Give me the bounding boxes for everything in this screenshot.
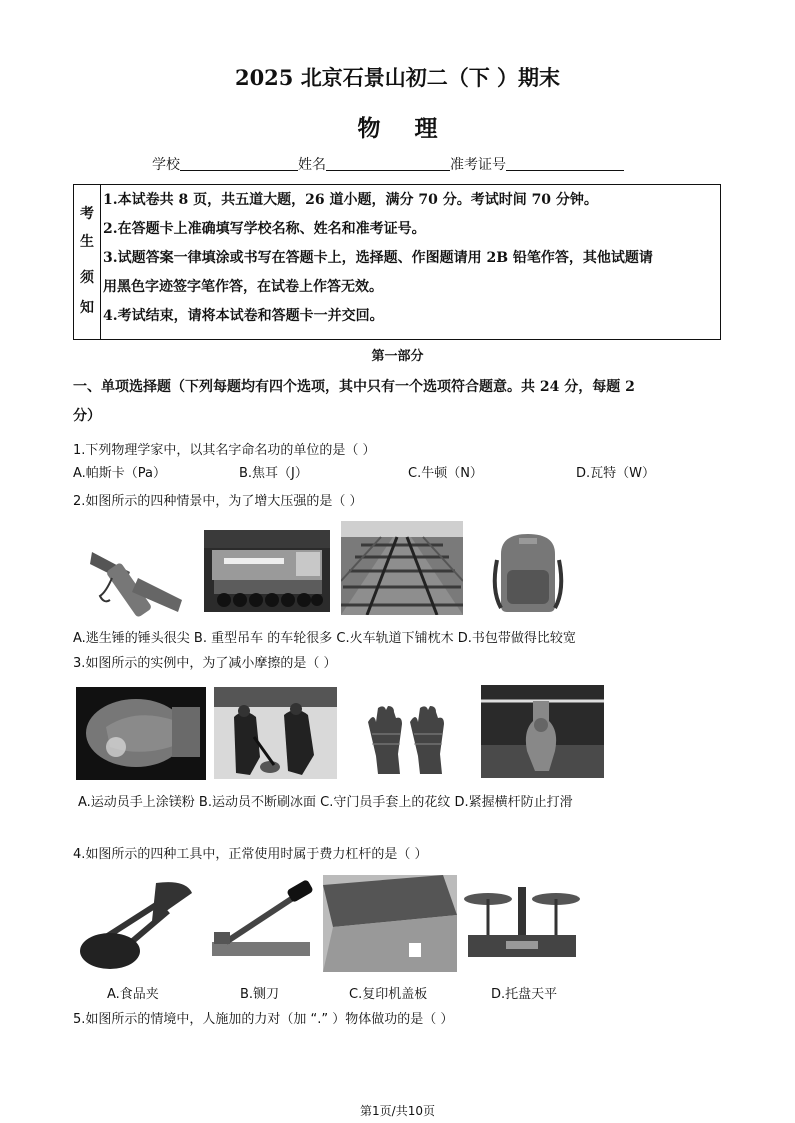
exam-id-label: 准考证号 — [450, 157, 506, 173]
crane-truck-photo — [204, 530, 330, 612]
notice-side-char: 须 — [80, 270, 94, 286]
section-heading-cont: 分） — [73, 408, 101, 424]
page-footer: 第1页/共10页 — [360, 1104, 435, 1118]
exam-id-blank[interactable] — [506, 154, 624, 171]
part-heading: 第一部分 — [371, 349, 424, 364]
name-blank[interactable] — [326, 154, 450, 171]
notice-side-char: 知 — [80, 300, 94, 316]
backpack-photo — [485, 530, 571, 616]
exam-notice-box — [73, 184, 721, 340]
q1-option-d[interactable]: D.瓦特（W） — [576, 466, 655, 481]
question-4-stem: 4.如图所示的四种工具中，正常使用时属于费力杠杆的是（ ） — [73, 847, 428, 862]
name-label: 姓名 — [298, 157, 326, 173]
escape-hammer-photo — [82, 538, 188, 620]
q4-option-d[interactable]: D.托盘天平 — [491, 987, 558, 1002]
food-tongs-photo — [76, 875, 200, 973]
magnesium-powder-photo — [76, 687, 206, 780]
notice-side-char: 考 — [80, 206, 94, 222]
copier-lid-photo — [323, 875, 457, 972]
q2-caption: A.逃生锤的锤头很尖 B. 重型吊车 的车轮很多 C.火车轨道下铺枕木 D.书包带做得比较宽 — [73, 631, 576, 646]
notice-line: 3.试题答案一律填涂或书写在答题卡上，选择题、作图题请用 2B 铅笔作答，其他试题请 — [103, 250, 653, 266]
notice-line: 1.本试卷共 8 页，共五道大题，26 道小题，满分 70 分。考试时间 70 分钟。 — [103, 192, 598, 208]
question-5-stem: 5.如图所示的情境中，人施加的力对（加 “.” ）物体做功的是（ ） — [73, 1012, 454, 1027]
exam-title: 2025 北京石景山初二（下 ）期末 — [234, 65, 561, 90]
student-info-line — [152, 154, 624, 174]
curling-photo — [214, 687, 337, 779]
notice-line: 2.在答题卡上准确填写学校名称、姓名和准考证号。 — [103, 221, 426, 237]
question-3-stem: 3.如图所示的实例中，为了减小摩擦的是（ ） — [73, 656, 337, 671]
question-2-stem: 2.如图所示的四种情景中，为了增大压强的是（ ） — [73, 494, 363, 509]
subject-title: 物理 — [357, 115, 472, 142]
q4-option-c[interactable]: C.复印机盖板 — [349, 987, 428, 1002]
school-label: 学校 — [152, 157, 180, 173]
notice-line: 4.考试结束，请将本试卷和答题卡一并交回。 — [103, 308, 384, 324]
q1-option-c[interactable]: C.牛顿（N） — [408, 466, 483, 481]
notice-line: 用黑色字迹签字笔作答，在试卷上作答无效。 — [103, 279, 383, 295]
notice-side-char: 生 — [80, 234, 94, 250]
railway-track-photo — [341, 521, 463, 615]
section-heading: 一、单项选择题（下列每题均有四个选项，其中只有一个选项符合题意。共 24 分，每题 2 — [73, 379, 635, 395]
notice-side-label — [74, 185, 101, 339]
bar-grip-photo — [481, 685, 604, 778]
q3-caption: A.运动员手上涂镁粉 B.运动员不断刷冰面 C.守门员手套上的花纹 D.紧握横杆防止打滑 — [78, 795, 573, 810]
q1-option-a[interactable]: A.帕斯卡（Pa） — [73, 466, 167, 481]
goalkeeper-glove-photo — [362, 704, 454, 780]
school-blank[interactable] — [180, 154, 298, 171]
question-1-stem: 1.下列物理学家中，以其名字命名功的单位的是（ ） — [73, 443, 376, 458]
balance-scale-photo — [462, 877, 582, 972]
q1-option-b[interactable]: B.焦耳（J） — [239, 466, 308, 481]
q4-option-a[interactable]: A.食品夹 — [107, 987, 159, 1002]
guillotine-cutter-photo — [206, 878, 316, 970]
q4-option-b[interactable]: B.铡刀 — [240, 987, 280, 1002]
